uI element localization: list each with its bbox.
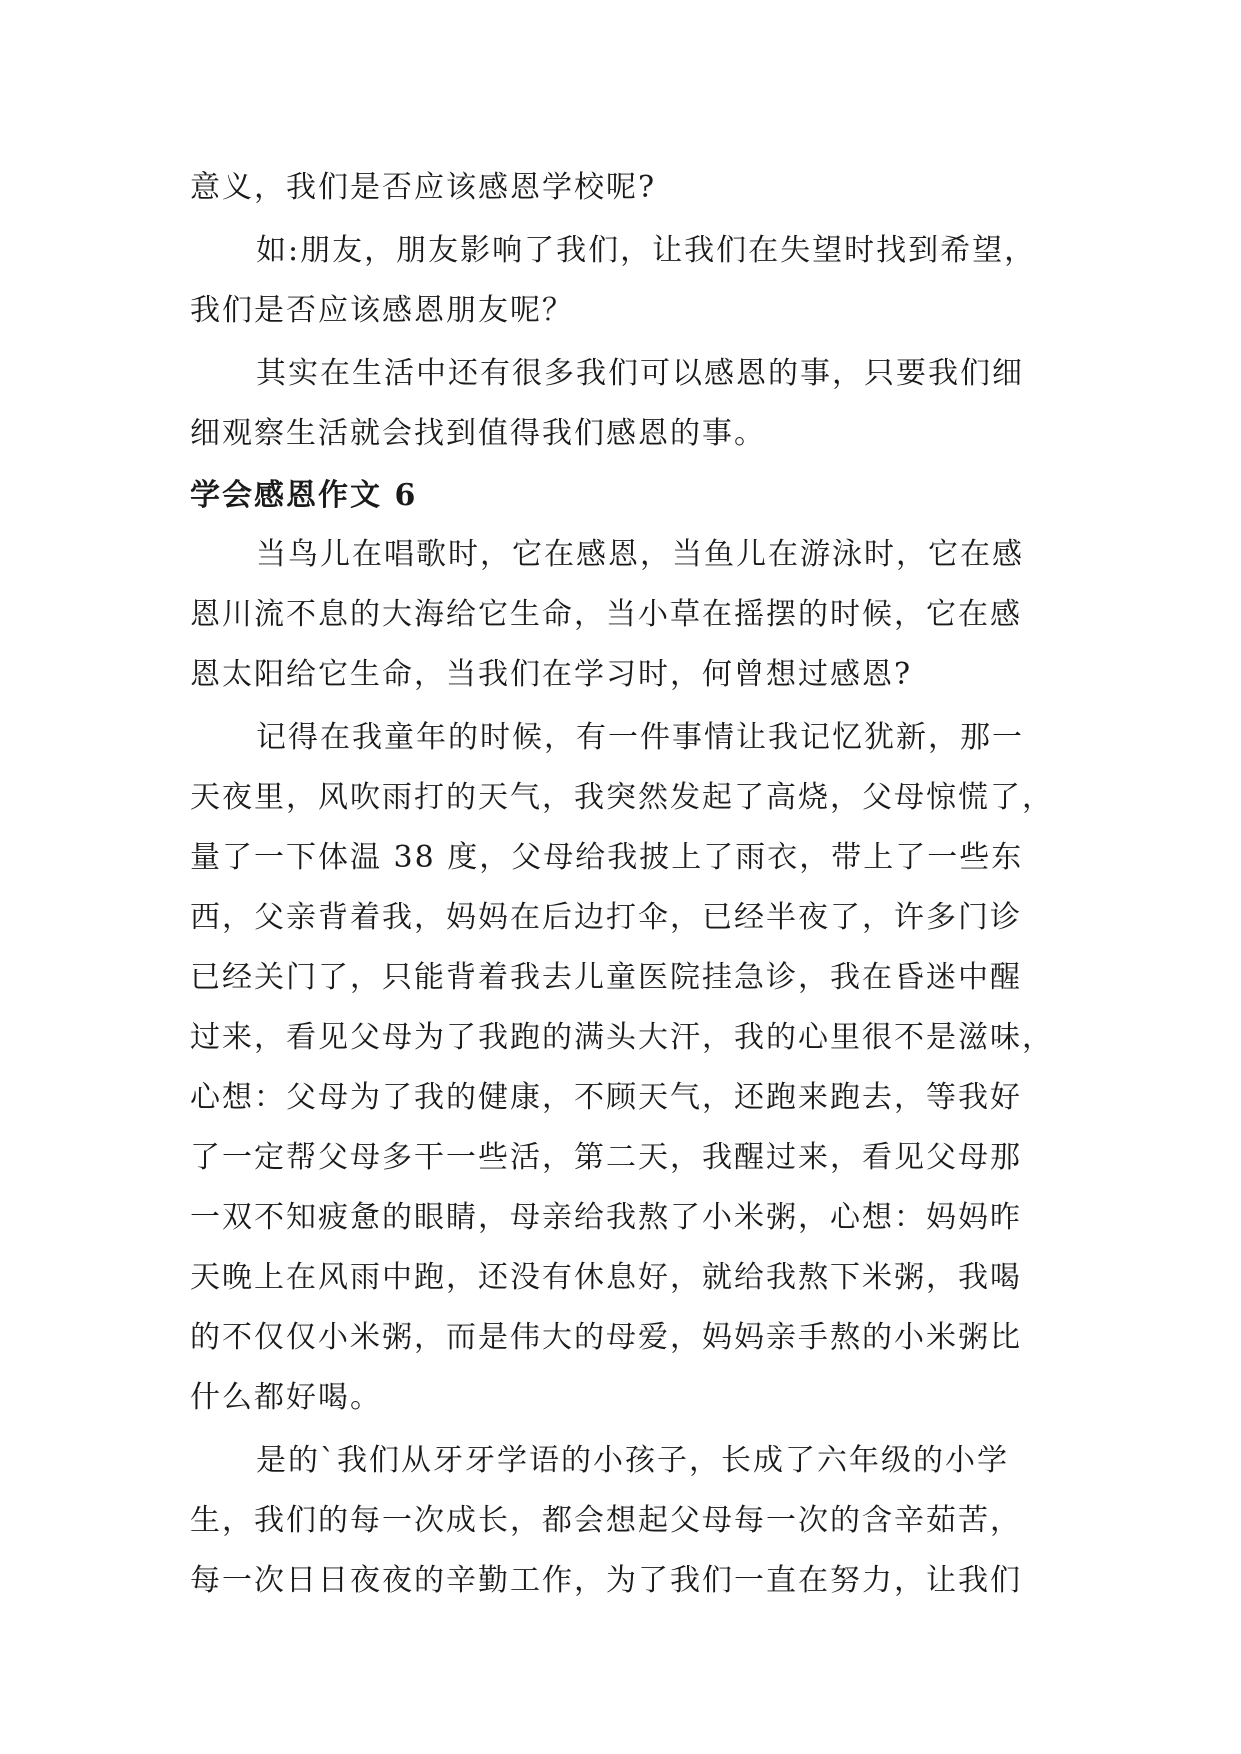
text-line: 细观察生活就会找到值得我们感恩的事。: [190, 416, 766, 451]
text-line: 恩太阳给它生命，当我们在学习时，何曾想过感恩?: [190, 657, 913, 692]
paragraph-nature: [190, 525, 1070, 705]
text-line: 是的`我们从牙牙学语的小孩子，长成了六年级的小学: [256, 1443, 1009, 1478]
text-line: 其实在生活中还有很多我们可以感恩的事，只要我们细: [256, 356, 1024, 391]
text-line: 心想：父母为了我的健康，不顾天气，还跑来跑去，等我好: [190, 1080, 1022, 1115]
text-line: 西，父亲背着我，妈妈在后边打伞，已经半夜了，许多门诊: [190, 900, 1022, 935]
paragraph-school: [190, 158, 1070, 218]
text-line: 什么都好喝。: [190, 1380, 382, 1415]
text-line: 天夜里，风吹雨打的天气，我突然发起了高烧，父母惊慌了，: [190, 780, 1054, 815]
text-line: 生，我们的每一次成长，都会想起父母每一次的含辛茹苦，: [190, 1503, 1022, 1538]
text-line: 每一次日日夜夜的辛勤工作，为了我们一直在努力，让我们: [190, 1563, 1022, 1598]
text-line: 的不仅仅小米粥，而是伟大的母爱，妈妈亲手熬的小米粥比: [190, 1320, 1022, 1355]
document-page: [190, 158, 1070, 1614]
text-line: 我们是否应该感恩朋友呢？: [190, 293, 574, 328]
text-line: 量了一下体温 38 度，父母给我披上了雨衣，带上了一些东: [190, 840, 1024, 875]
text-line: 恩川流不息的大海给它生命，当小草在摇摆的时候，它在感: [190, 597, 1022, 632]
paragraph-growing-up: [190, 1431, 1070, 1611]
text-line: 过来，看见父母为了我跑的满头大汗，我的心里很不是滋味，: [190, 1020, 1054, 1055]
essay-heading: 学会感恩作文 6: [190, 478, 418, 513]
text-line: 一双不知疲惫的眼睛，母亲给我熬了小米粥，心想：妈妈昨: [190, 1200, 1022, 1235]
paragraph-friends: [190, 221, 1070, 341]
text-line: 记得在我童年的时候，有一件事情让我记忆犹新，那一: [256, 720, 1024, 755]
text-line: 天晚上在风雨中跑，还没有休息好，就给我熬下米粥，我喝: [190, 1260, 1022, 1295]
paragraph-observe-life: [190, 344, 1070, 464]
text-line: 意义，我们是否应该感恩学校呢?: [190, 170, 657, 205]
text-line: 当鸟儿在唱歌时，它在感恩，当鱼儿在游泳时，它在感: [256, 537, 1024, 572]
text-line: 了一定帮父母多干一些活，第二天，我醒过来，看见父母那: [190, 1140, 1022, 1175]
text-line: 已经关门了，只能背着我去儿童医院挂急诊，我在昏迷中醒: [190, 960, 1022, 995]
paragraph-childhood-memory: [190, 708, 1070, 1428]
text-line: 如:朋友，朋友影响了我们，让我们在失望时找到希望，: [256, 233, 1037, 268]
